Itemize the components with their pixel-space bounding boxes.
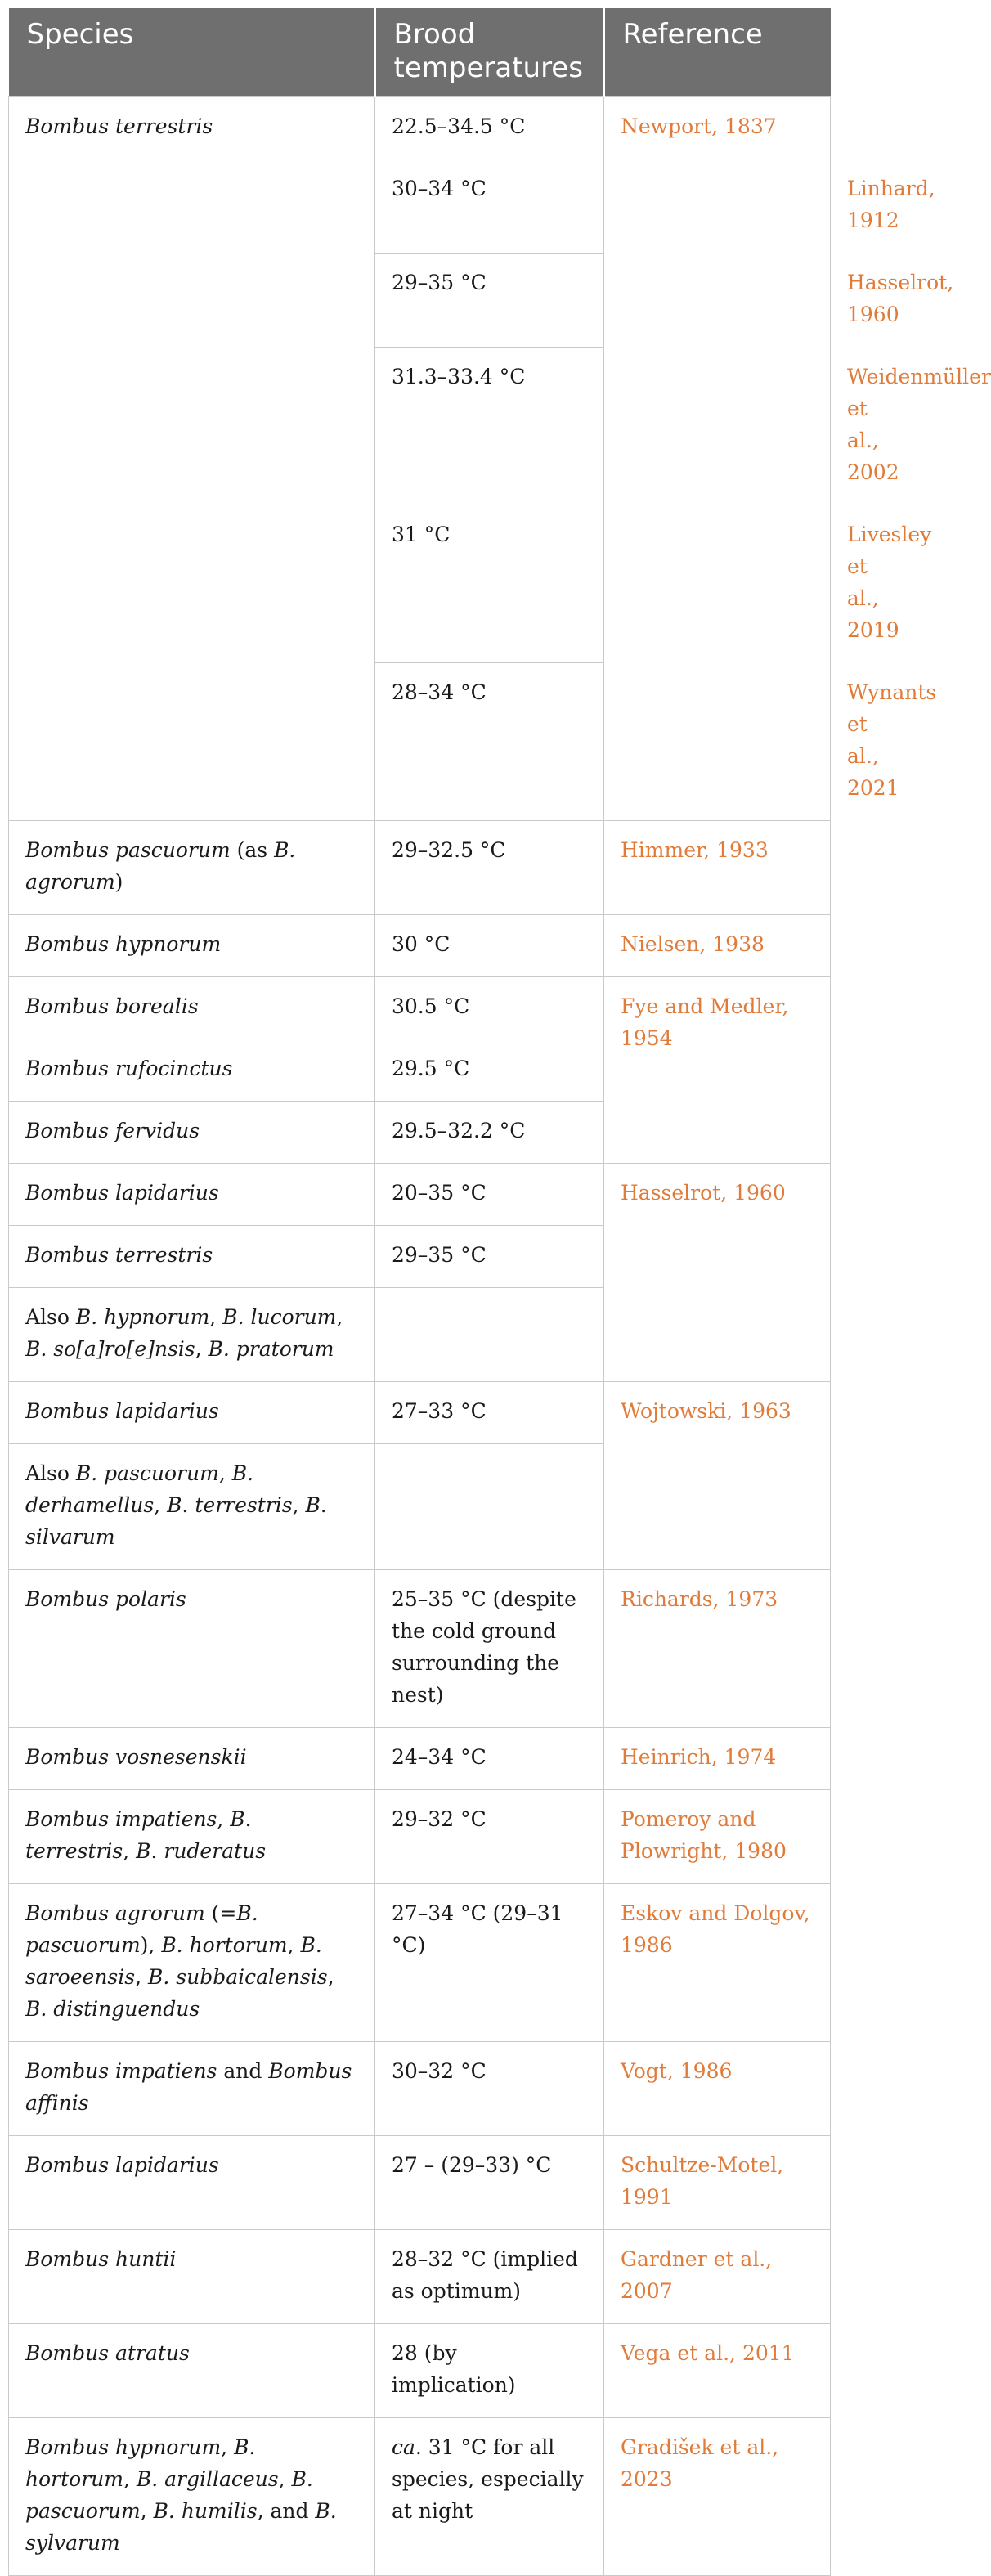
species-cell: Bombus lapidarius <box>9 1381 375 1443</box>
table-row <box>9 1789 831 1883</box>
table-row <box>9 2041 831 2135</box>
table-row <box>9 820 831 914</box>
brood-temperature-table <box>8 8 991 2576</box>
temperature-cell: 20–35 °C <box>375 1163 604 1225</box>
temperature-cell <box>375 1443 604 1569</box>
temperature-cell: 24–34 °C <box>375 1727 604 1789</box>
species-cell: Bombus impatiens, B. terrestris, B. ruderatus <box>9 1789 375 1883</box>
temperature-cell: 28–32 °C (implied as optimum) <box>375 2229 604 2323</box>
reference-link[interactable]: Himmer, 1933 <box>604 820 831 914</box>
reference-link[interactable]: Schultze-Motel, 1991 <box>604 2135 831 2229</box>
table-row <box>9 976 831 1039</box>
species-cell: Bombus huntii <box>9 2229 375 2323</box>
temperature-cell: 27–33 °C <box>375 1381 604 1443</box>
species-cell: Bombus terrestris <box>9 96 375 820</box>
species-cell: Bombus pascuorum (as B. agrorum) <box>9 820 375 914</box>
temperature-cell: 28 (by implication) <box>375 2323 604 2417</box>
table-row <box>9 2323 831 2417</box>
table-row: 31.3–33.4 °C Weidenmüller et al., 2002 <box>9 347 831 505</box>
table-row: 28–34 °C Wynants et al., 2021 <box>9 662 831 820</box>
reference-link[interactable]: Vega et al., 2011 <box>604 2323 831 2417</box>
reference-link[interactable]: Hasselrot, 1960 <box>604 1163 831 1381</box>
species-cell: Bombus hypnorum <box>9 914 375 976</box>
table-row <box>9 1381 831 1443</box>
reference-link[interactable]: Richards, 1973 <box>604 1569 831 1727</box>
species-cell: Also B. hypnorum, B. lucorum, B. so[a]ro[e]nsis, B. pratorum <box>9 1287 375 1381</box>
reference-link[interactable]: Vogt, 1986 <box>604 2041 831 2135</box>
reference-link[interactable]: Nielsen, 1938 <box>604 914 831 976</box>
temperature-cell: 28–34 °C <box>375 662 604 820</box>
species-cell: Bombus atratus <box>9 2323 375 2417</box>
table-row <box>9 2135 831 2229</box>
temperature-cell: 30–34 °C <box>375 159 604 253</box>
temperature-cell: 29–32.5 °C <box>375 820 604 914</box>
table-row: 29–35 °C Hasselrot, 1960 <box>9 253 831 347</box>
species-cell: Bombus terrestris <box>9 1225 375 1287</box>
reference-link[interactable]: Pomeroy and Plowright, 1980 <box>604 1789 831 1883</box>
table-row <box>9 1727 831 1789</box>
species-cell: Bombus lapidarius <box>9 1163 375 1225</box>
table-header <box>9 8 831 96</box>
temperature-cell: 22.5–34.5 °C <box>375 96 604 159</box>
species-cell: Bombus agrorum (=B. pascuorum), B. hortorum, B. saroeensis, B. subbaicalensis, B. distinguendus <box>9 1883 375 2041</box>
species-cell: Bombus borealis <box>9 976 375 1039</box>
species-cell: Bombus rufocinctus <box>9 1039 375 1101</box>
species-cell: Bombus lapidarius <box>9 2135 375 2229</box>
table-row <box>9 1569 831 1727</box>
reference-link[interactable]: Fye and Medler, 1954 <box>604 976 831 1163</box>
temperature-cell: ca. 31 °C for all species, especially at night <box>375 2417 604 2575</box>
table-row <box>9 2229 831 2323</box>
temperature-cell: 30–32 °C <box>375 2041 604 2135</box>
header-species: Species <box>9 8 375 96</box>
reference-link[interactable]: Newport, 1837 <box>604 96 831 820</box>
temperature-cell: 29–35 °C <box>375 1225 604 1287</box>
table-row <box>9 1163 831 1225</box>
reference-link[interactable]: Eskov and Dolgov, 1986 <box>604 1883 831 2041</box>
table-row: 31 °C Livesley et al., 2019 <box>9 505 831 662</box>
temperature-cell: 29–32 °C <box>375 1789 604 1883</box>
reference-link[interactable]: Heinrich, 1974 <box>604 1727 831 1789</box>
table-body <box>9 96 991 2575</box>
temperature-cell: 30 °C <box>375 914 604 976</box>
temperature-cell: 29.5 °C <box>375 1039 604 1101</box>
species-cell: Bombus vosnesenskii <box>9 1727 375 1789</box>
temperature-cell: 25–35 °C (despite the cold ground surrounding the nest) <box>375 1569 604 1727</box>
header-brood-temperatures: Brood temperatures <box>375 8 604 96</box>
table-row <box>9 2417 831 2575</box>
species-cell: Bombus impatiens and Bombus affinis <box>9 2041 375 2135</box>
header-row <box>9 8 831 96</box>
species-cell: Bombus polaris <box>9 1569 375 1727</box>
species-cell: Bombus fervidus <box>9 1101 375 1163</box>
temperature-cell: 27–34 °C (29–31 °C) <box>375 1883 604 2041</box>
temperature-cell: 29–35 °C <box>375 253 604 347</box>
species-cell: Also B. pascuorum, B. derhamellus, B. terrestris, B. silvarum <box>9 1443 375 1569</box>
table-row <box>9 914 831 976</box>
species-cell: Bombus hypnorum, B. hortorum, B. argillaceus, B. pascuorum, B. humilis, and B. sylvarum <box>9 2417 375 2575</box>
reference-link[interactable]: Gardner et al., 2007 <box>604 2229 831 2323</box>
temperature-cell: 29.5–32.2 °C <box>375 1101 604 1163</box>
table-row <box>9 1883 831 2041</box>
table-row <box>9 96 831 159</box>
temperature-cell: 30.5 °C <box>375 976 604 1039</box>
reference-link[interactable]: Gradišek et al., 2023 <box>604 2417 831 2575</box>
reference-link[interactable]: Wojtowski, 1963 <box>604 1381 831 1569</box>
table-row: 30–34 °C Linhard, 1912 <box>9 159 831 253</box>
header-reference: Reference <box>604 8 831 96</box>
temperature-cell: 27 – (29–33) °C <box>375 2135 604 2229</box>
temperature-cell: 31 °C <box>375 505 604 662</box>
temperature-cell <box>375 1287 604 1381</box>
temperature-cell: 31.3–33.4 °C <box>375 347 604 505</box>
